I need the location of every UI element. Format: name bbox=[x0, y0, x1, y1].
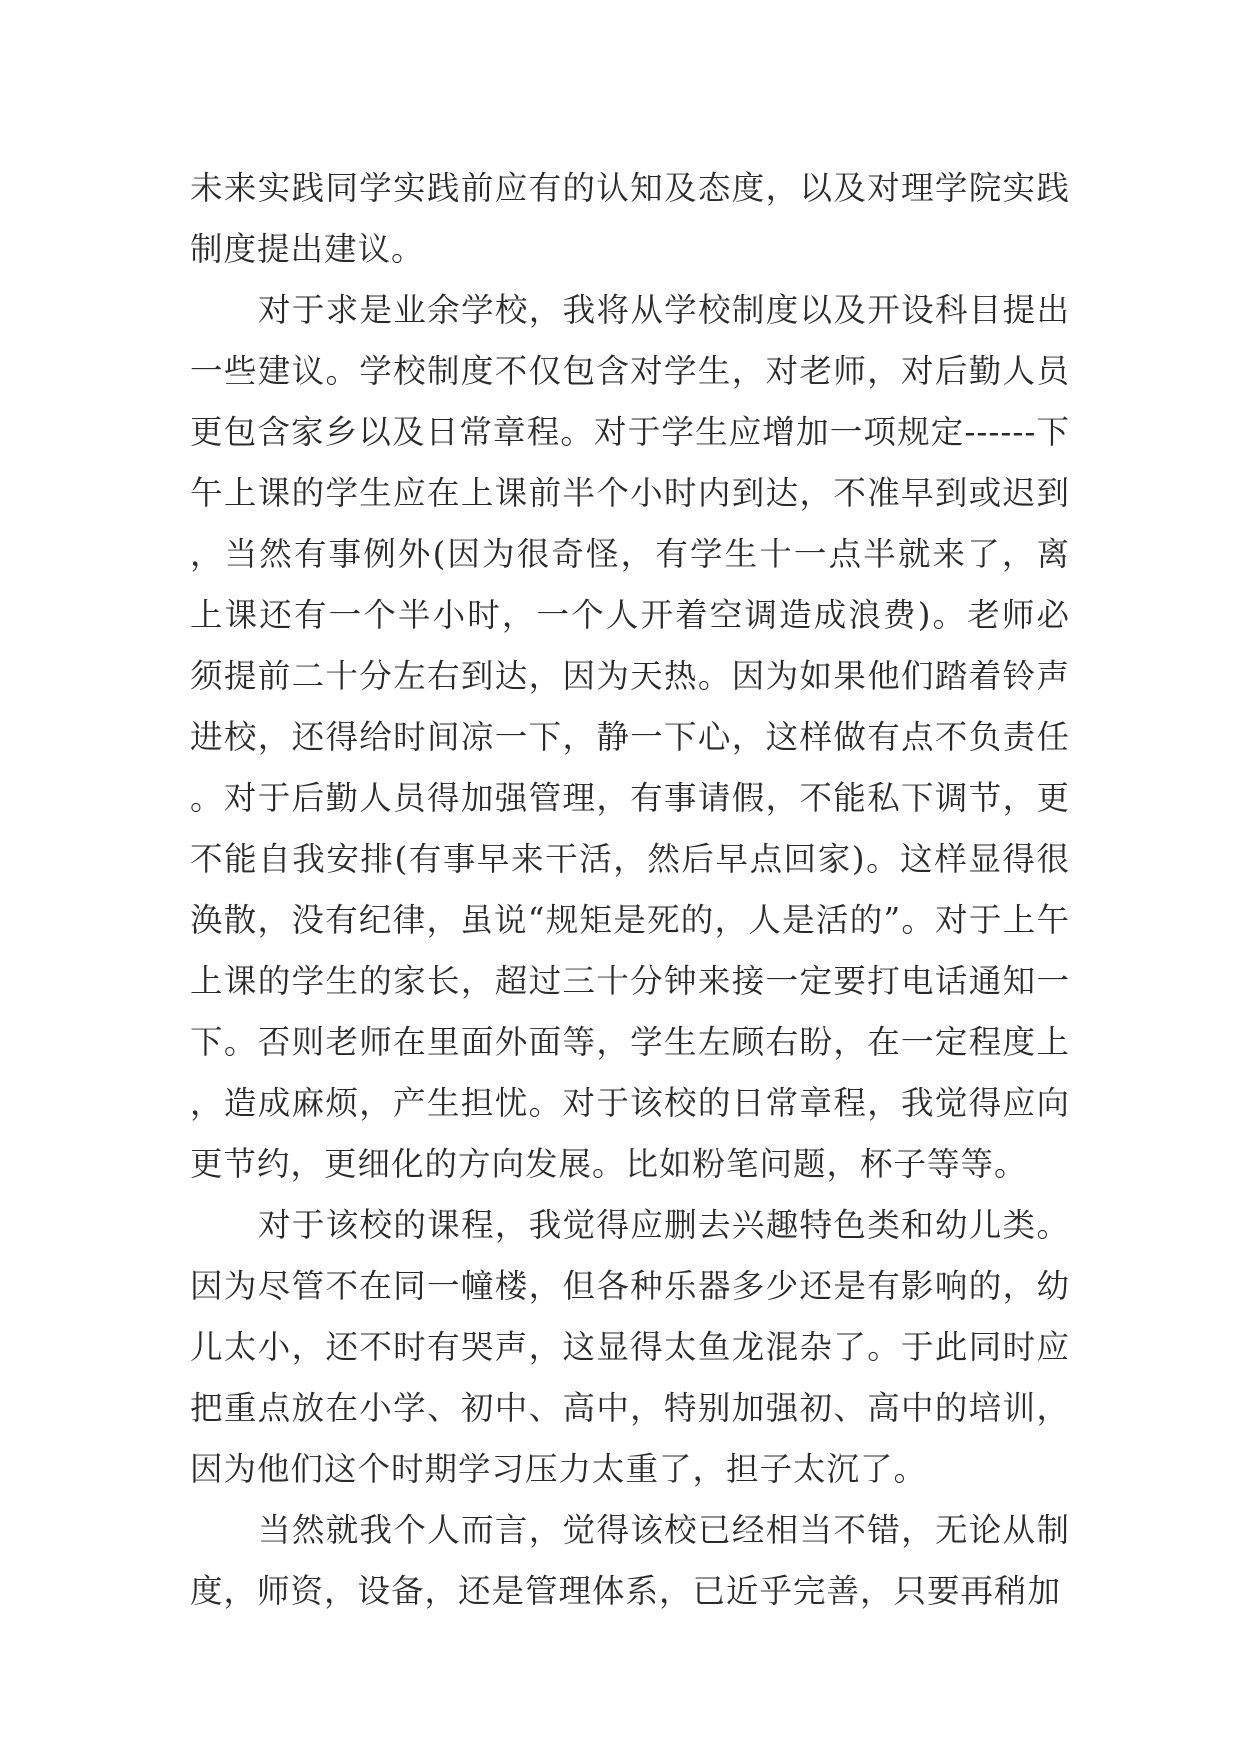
paragraph: 当然就我个人而言，觉得该校已经相当不错，无论从制度，师资，设备，还是管理体系，已近乎完善，只要再稍加 bbox=[190, 1511, 1070, 1610]
paragraph: 对于求是业余学校，我将从学校制度以及开设科目提出一些建议。学校制度不仅包含对学生，对老师，对后勤人员更包含家乡以及日常章程。对于学生应增加一项规定------下午上课的学生应在上课前半个小时内到达，不准早到或迟到，当然有事例外(因为很奇怪，有学生十一点半就来了，离上课还有一个半小时，一个人开着空调造成浪费)。老师必须提前二十分左右到达，因为天热。因为如果他们踏着铃声进校，还得给时间凉一下，静一下心，这样做有点不负责任。对于后勤人员得加强管理，有事请假，不能私下调节，更不能自我安排(有事早来干活，然后早点回家)。这样显得很涣散，没有纪律，虽说“规矩是死的，人是活的”。对于上午上课的学生的家长，超过三十分钟来接一定要打电话通知一下。否则老师在里面外面等，学生左顾右盼，在一定程度上，造成麻烦，产生担忧。对于该校的日常章程，我觉得应向更节约，更细化的方向发展。比如粉笔问题，杯子等等。 bbox=[190, 291, 1070, 1183]
document-body bbox=[190, 158, 1070, 1622]
paragraph: 未来实践同学实践前应有的认知及态度，以及对理学院实践制度提出建议。 bbox=[190, 169, 1070, 268]
paragraph: 对于该校的课程，我觉得应删去兴趣特色类和幼儿类。因为尽管不在同一幢楼，但各种乐器多少还是有影响的，幼儿太小，还不时有哭声，这显得太鱼龙混杂了。于此同时应把重点放在小学、初中、高中，特别加强初、高中的培训，因为他们这个时期学习压力太重了，担子太沉了。 bbox=[190, 1206, 1070, 1488]
